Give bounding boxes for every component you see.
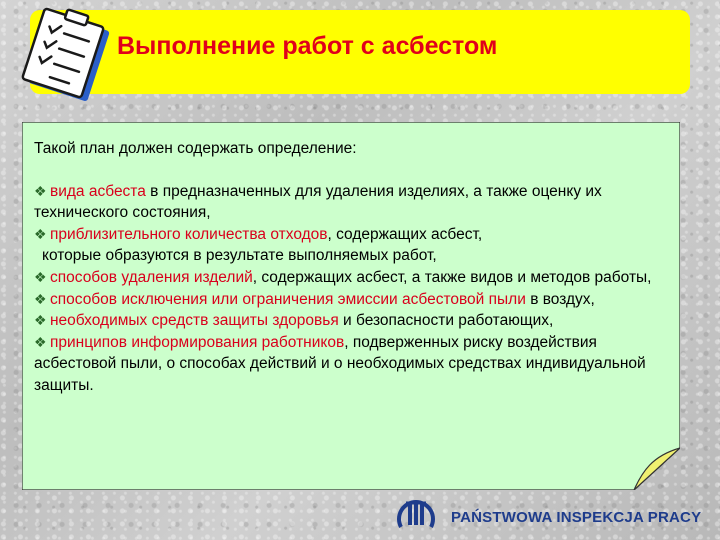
page-title: Выполнение работ с асбестом <box>117 32 498 60</box>
footer <box>393 491 713 537</box>
item-highlight: приблизительного количества отходов <box>50 225 328 243</box>
diamond-bullet-icon: ❖ <box>34 268 47 285</box>
item-continuation: которые образуются в результате выполняемых работ, <box>42 247 437 265</box>
list-item <box>34 332 664 397</box>
item-highlight: необходимых средств защиты здоровья <box>50 312 339 330</box>
organization-name: PAŃSTWOWA INSPEKCJA PRACY <box>451 509 702 526</box>
pip-logo-icon <box>393 493 439 540</box>
item-highlight: принципов информирования работников <box>50 333 345 351</box>
item-highlight: способов исключения или ограничения эмиссии асбестовой пыли <box>50 290 526 308</box>
item-text: в воздух, <box>525 290 595 308</box>
content-text <box>34 138 664 397</box>
item-text: , содержащих асбест, <box>327 225 483 243</box>
item-text: , подверженных риску воздействия асбестовой пыли, о способах действий и о необходимых средствах индивидуальной защиты. <box>34 333 646 394</box>
list-item <box>34 224 664 267</box>
intro-text: Такой план должен содержать определение: <box>34 140 357 157</box>
diamond-bullet-icon: ❖ <box>34 312 47 329</box>
diamond-bullet-icon: ❖ <box>34 290 47 307</box>
item-text: в предназначенных для удаления изделиях, а также оценку их технического состояния, <box>34 182 602 222</box>
diamond-bullet-icon: ❖ <box>34 333 47 350</box>
item-highlight: способов удаления изделий <box>50 268 253 286</box>
diamond-bullet-icon: ❖ <box>34 182 47 199</box>
clipboard-checklist-icon <box>14 6 120 102</box>
list-item <box>34 267 664 289</box>
diamond-bullet-icon: ❖ <box>34 225 47 242</box>
list-item <box>34 181 664 224</box>
list-item <box>34 310 664 332</box>
item-text: и безопасности работающих, <box>338 312 554 330</box>
item-highlight: вида асбеста <box>50 182 146 200</box>
list-item <box>34 289 664 311</box>
item-text: , содержащих асбест, а также видов и методов работы, <box>252 268 652 286</box>
